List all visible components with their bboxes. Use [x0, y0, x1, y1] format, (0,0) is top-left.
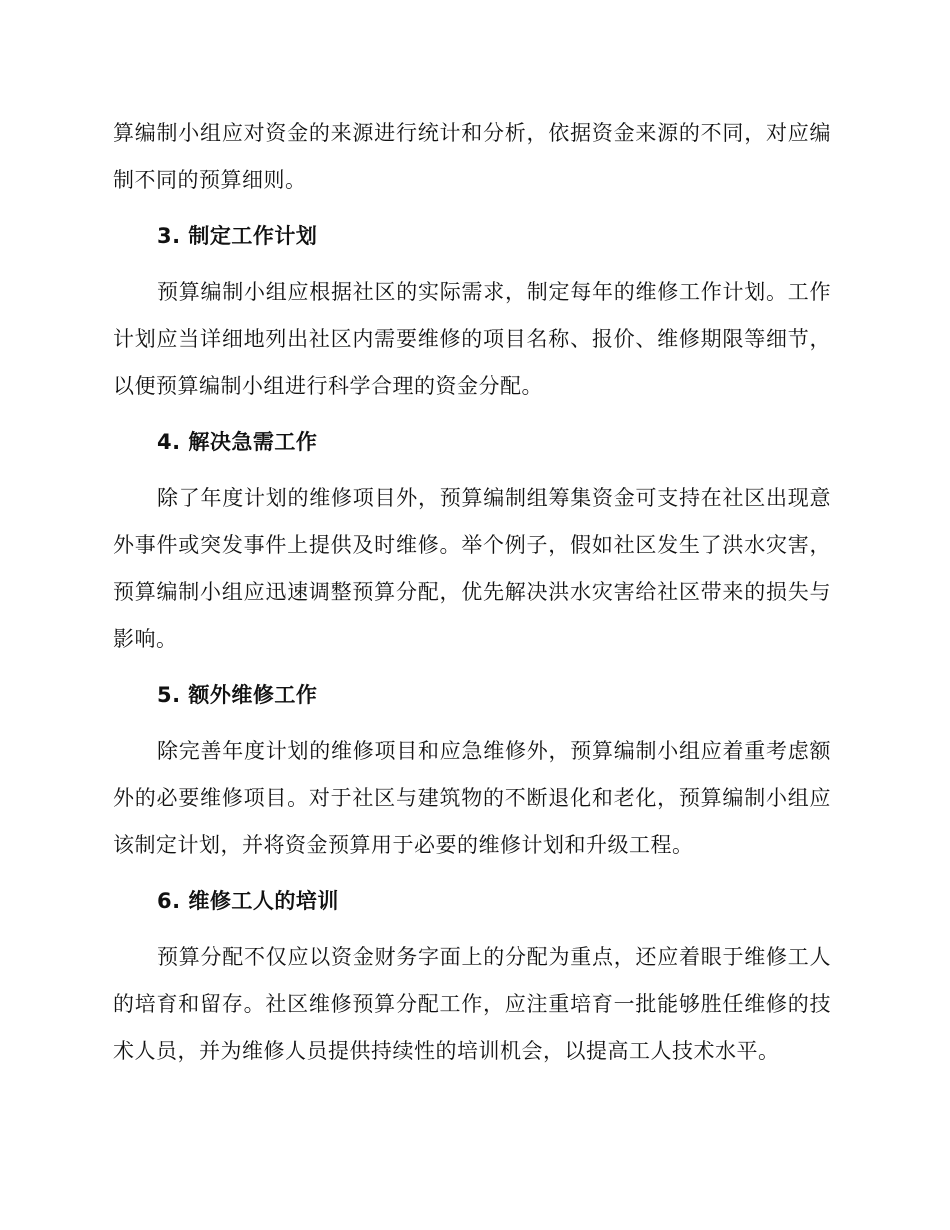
- section-heading-4: 4. 解决急需工作: [157, 430, 318, 454]
- intro-paragraph: 算编制小组应对资金的来源进行统计和分析，依据资金来源的不同，对应编制不同的预算细则。: [113, 121, 831, 192]
- section-body-4: 除了年度计划的维修项目外，预算编制组筹集资金可支持在社区出现意外事件或突发事件上提供及时维修。举个例子，假如社区发生了洪水灾害，预算编制小组应迅速调整预算分配，优先解决洪水灾害给社区带来的损失与影响。: [113, 486, 831, 651]
- document-body: [113, 110, 831, 1075]
- section-body-5: 除完善年度计划的维修项目和应急维修外，预算编制小组应着重考虑额外的必要维修项目。对于社区与建筑物的不断退化和老化，预算编制小组应该制定计划，并将资金预算用于必要的维修计划和升级工程。: [113, 739, 831, 857]
- section-heading-3: 3. 制定工作计划: [157, 224, 318, 248]
- section-heading-5: 5. 额外维修工作: [157, 683, 318, 707]
- section-body-3: 预算编制小组应根据社区的实际需求，制定每年的维修工作计划。工作计划应当详细地列出社区内需要维修的项目名称、报价、维修期限等细节，以便预算编制小组进行科学合理的资金分配。: [113, 280, 831, 398]
- section-body-6: 预算分配不仅应以资金财务字面上的分配为重点，还应着眼于维修工人的培育和留存。社区维修预算分配工作，应注重培育一批能够胜任维修的技术人员，并为维修人员提供持续性的培训机会，以提高工人技术水平。: [113, 945, 831, 1063]
- section-heading-6: 6. 维修工人的培训: [157, 889, 339, 913]
